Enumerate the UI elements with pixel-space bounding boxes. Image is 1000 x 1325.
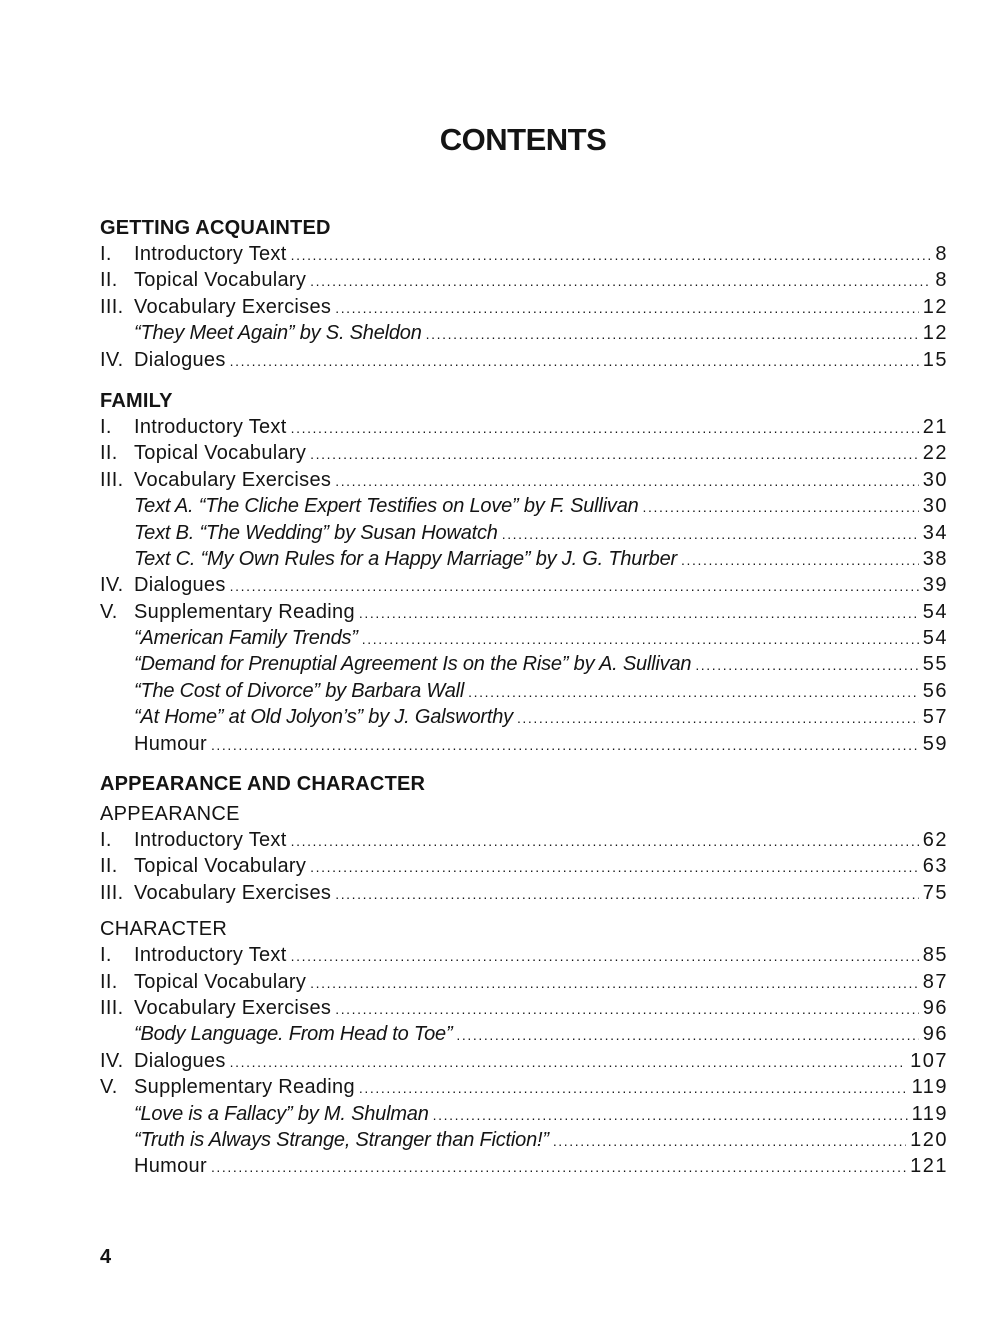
toc-entry: [100, 625, 948, 651]
toc-entry-page: 96: [922, 996, 948, 1019]
subsection-title-appearance: APPEARANCE: [100, 803, 240, 826]
toc-entry-page: 12: [922, 322, 948, 345]
toc-entry-page: 121: [910, 1155, 948, 1178]
toc-list-character: [100, 942, 948, 1180]
toc-entry-title: Dialogues: [134, 574, 226, 597]
toc-entry-title: “The Cost of Divorce” by Barbara Wall: [134, 679, 465, 702]
toc-entry: [100, 651, 948, 677]
toc-entry: [100, 1074, 948, 1100]
toc-entry-page: 21: [922, 415, 948, 438]
toc-entry-page: 62: [922, 829, 948, 852]
toc-entry-page: 22: [922, 442, 948, 465]
toc-entry-number: I.: [100, 829, 112, 852]
toc-entry-title: “Love is a Fallacy” by M. Shulman: [134, 1102, 429, 1125]
toc-entry: [100, 678, 948, 704]
toc-entry-page: 119: [911, 1076, 948, 1099]
toc-entry: [100, 969, 948, 995]
dot-leader: [230, 1048, 906, 1075]
toc-entry-title: Vocabulary Exercises: [134, 295, 332, 318]
dot-leader: [359, 599, 919, 626]
page-number: 4: [100, 1246, 112, 1268]
toc-entry-page: 39: [922, 574, 948, 597]
dot-leader: [310, 853, 919, 880]
toc-entry-page: 120: [910, 1128, 948, 1151]
dot-leader: [681, 546, 919, 573]
dot-leader: [362, 625, 919, 652]
toc-entry: [100, 1021, 948, 1047]
toc-entry: [100, 347, 948, 373]
dot-leader: [335, 880, 919, 907]
toc-entry: [100, 320, 948, 346]
toc-entry: [100, 467, 948, 493]
toc-entry: [100, 1101, 948, 1127]
toc-entry-page: 107: [910, 1049, 948, 1072]
toc-entry-title: Topical Vocabulary: [134, 269, 307, 292]
toc-entry-title: Text C. “My Own Rules for a Happy Marriage” by J. G. Thurber: [134, 547, 677, 570]
subsection-title-character: CHARACTER: [100, 918, 228, 941]
toc-entry-number: I.: [100, 415, 112, 438]
toc-entry: [100, 414, 948, 440]
toc-entry-page: 85: [922, 944, 948, 967]
dot-leader: [468, 678, 919, 705]
toc-entry-page: 96: [922, 1023, 948, 1046]
dot-leader: [335, 294, 919, 321]
toc-entry-number: III.: [100, 295, 124, 318]
toc-entry-title: Introductory Text: [134, 829, 287, 852]
toc-entry: [100, 1048, 948, 1074]
toc-entry: [100, 572, 948, 598]
toc-entry: [100, 853, 948, 879]
toc-entry-title: Topical Vocabulary: [134, 970, 307, 993]
table-of-contents: [100, 215, 948, 1180]
toc-entry-page: 38: [922, 547, 948, 570]
toc-entry-page: 12: [922, 295, 948, 318]
toc-entry-title: Introductory Text: [134, 415, 287, 438]
toc-entry: [100, 599, 948, 625]
toc-entry: [100, 880, 948, 906]
toc-entry: [100, 731, 948, 757]
toc-entry-title: “At Home” at Old Jolyon’s” by J. Galsworthy: [134, 706, 513, 729]
dot-leader: [291, 942, 919, 969]
toc-entry-number: IV.: [100, 348, 124, 371]
dot-leader: [456, 1021, 918, 1048]
toc-entry-page: 56: [922, 679, 948, 702]
toc-entry-title: Supplementary Reading: [134, 600, 355, 623]
dot-leader: [643, 493, 919, 520]
toc-entry-title: “American Family Trends”: [134, 627, 358, 650]
section-title-getting-acquainted: GETTING ACQUAINTED: [100, 217, 331, 239]
toc-entry-number: II.: [100, 970, 118, 993]
toc-entry: [100, 493, 948, 519]
toc-entry-number: IV.: [100, 1049, 124, 1072]
dot-leader: [310, 969, 919, 996]
toc-entry-page: 15: [922, 348, 948, 371]
section-title-family: FAMILY: [100, 389, 173, 412]
toc-entry-page: 54: [922, 600, 948, 623]
toc-entry: [100, 440, 948, 466]
toc-entry-number: V.: [100, 600, 118, 623]
toc-entry-page: 63: [922, 855, 948, 878]
toc-entry-title: Dialogues: [134, 348, 226, 371]
toc-entry: [100, 267, 948, 293]
dot-leader: [426, 320, 919, 347]
toc-entry-number: III.: [100, 996, 124, 1019]
toc-entry-page: 119: [911, 1102, 948, 1125]
toc-entry-number: III.: [100, 881, 124, 904]
toc-entry-number: III.: [100, 468, 124, 491]
toc-entry-title: Supplementary Reading: [134, 1076, 355, 1099]
toc-entry-title: Dialogues: [134, 1049, 226, 1072]
dot-leader: [335, 467, 919, 494]
toc-entry-page: 59: [922, 732, 948, 755]
dot-leader: [502, 520, 919, 547]
toc-entry-page: 55: [922, 653, 948, 676]
dot-leader: [291, 827, 919, 854]
toc-entry: [100, 995, 948, 1021]
toc-entry-title: Text B. “The Wedding” by Susan Howatch: [134, 521, 498, 544]
toc-entry-title: Humour: [134, 732, 207, 755]
toc-entry: [100, 520, 948, 546]
dot-leader: [211, 1153, 906, 1180]
toc-entry: [100, 1153, 948, 1179]
dot-leader: [211, 731, 919, 758]
toc-entry-number: I.: [100, 243, 112, 265]
toc-entry: [100, 294, 948, 320]
toc-list-appearance: [100, 827, 948, 906]
toc-entry: [100, 827, 948, 853]
dot-leader: [695, 651, 918, 678]
toc-list-family: [100, 414, 948, 757]
page-title: CONTENTS: [439, 122, 607, 157]
toc-entry-number: I.: [100, 944, 112, 967]
toc-entry-number: IV.: [100, 574, 124, 597]
toc-entry-page: 30: [922, 495, 948, 518]
toc-entry-page: 57: [922, 706, 948, 729]
toc-entry-title: “They Meet Again” by S. Sheldon: [134, 322, 422, 345]
toc-entry-page: 8: [935, 269, 948, 292]
toc-entry-title: “Demand for Prenuptial Agreement Is on the Rise” by A. Sullivan: [134, 653, 692, 676]
toc-entry-title: Topical Vocabulary: [134, 855, 307, 878]
toc-list-getting-acquainted: [100, 241, 948, 373]
dot-leader: [359, 1074, 908, 1101]
dot-leader: [291, 241, 932, 268]
toc-entry-page: 34: [922, 521, 948, 544]
dot-leader: [310, 440, 919, 467]
dot-leader: [553, 1127, 906, 1154]
toc-entry-title: Topical Vocabulary: [134, 442, 307, 465]
toc-entry-number: II.: [100, 269, 118, 292]
toc-entry-title: “Body Language. From Head to Toe”: [134, 1023, 453, 1046]
toc-entry-number: II.: [100, 442, 118, 465]
toc-entry: [100, 1127, 948, 1153]
toc-entry: [100, 704, 948, 730]
dot-leader: [230, 347, 919, 374]
dot-leader: [230, 572, 919, 599]
toc-entry-title: Text A. “The Cliche Expert Testifies on Love” by F. Sullivan: [134, 495, 639, 518]
toc-entry-page: 30: [922, 468, 948, 491]
toc-entry: [100, 546, 948, 572]
dot-leader: [517, 704, 919, 731]
dot-leader: [310, 267, 931, 294]
toc-entry-page: 75: [922, 881, 948, 904]
toc-entry-title: Introductory Text: [134, 944, 287, 967]
toc-entry-number: V.: [100, 1076, 118, 1099]
dot-leader: [291, 414, 919, 441]
toc-entry-page: 87: [922, 970, 948, 993]
section-title-appearance-and-character: APPEARANCE AND CHARACTER: [100, 773, 426, 796]
dot-leader: [433, 1101, 908, 1128]
toc-entry-page: 8: [935, 243, 948, 265]
toc-entry-title: Introductory Text: [134, 243, 287, 265]
toc-entry: [100, 241, 948, 267]
toc-entry-page: 54: [922, 627, 948, 650]
toc-entry-title: Vocabulary Exercises: [134, 996, 332, 1019]
dot-leader: [335, 995, 919, 1022]
toc-entry-title: Vocabulary Exercises: [134, 468, 332, 491]
toc-entry-number: II.: [100, 855, 118, 878]
toc-entry-title: “Truth is Always Strange, Stranger than Fiction!”: [134, 1128, 549, 1151]
toc-entry-title: Vocabulary Exercises: [134, 881, 332, 904]
toc-entry: [100, 942, 948, 968]
toc-entry-title: Humour: [134, 1155, 207, 1178]
